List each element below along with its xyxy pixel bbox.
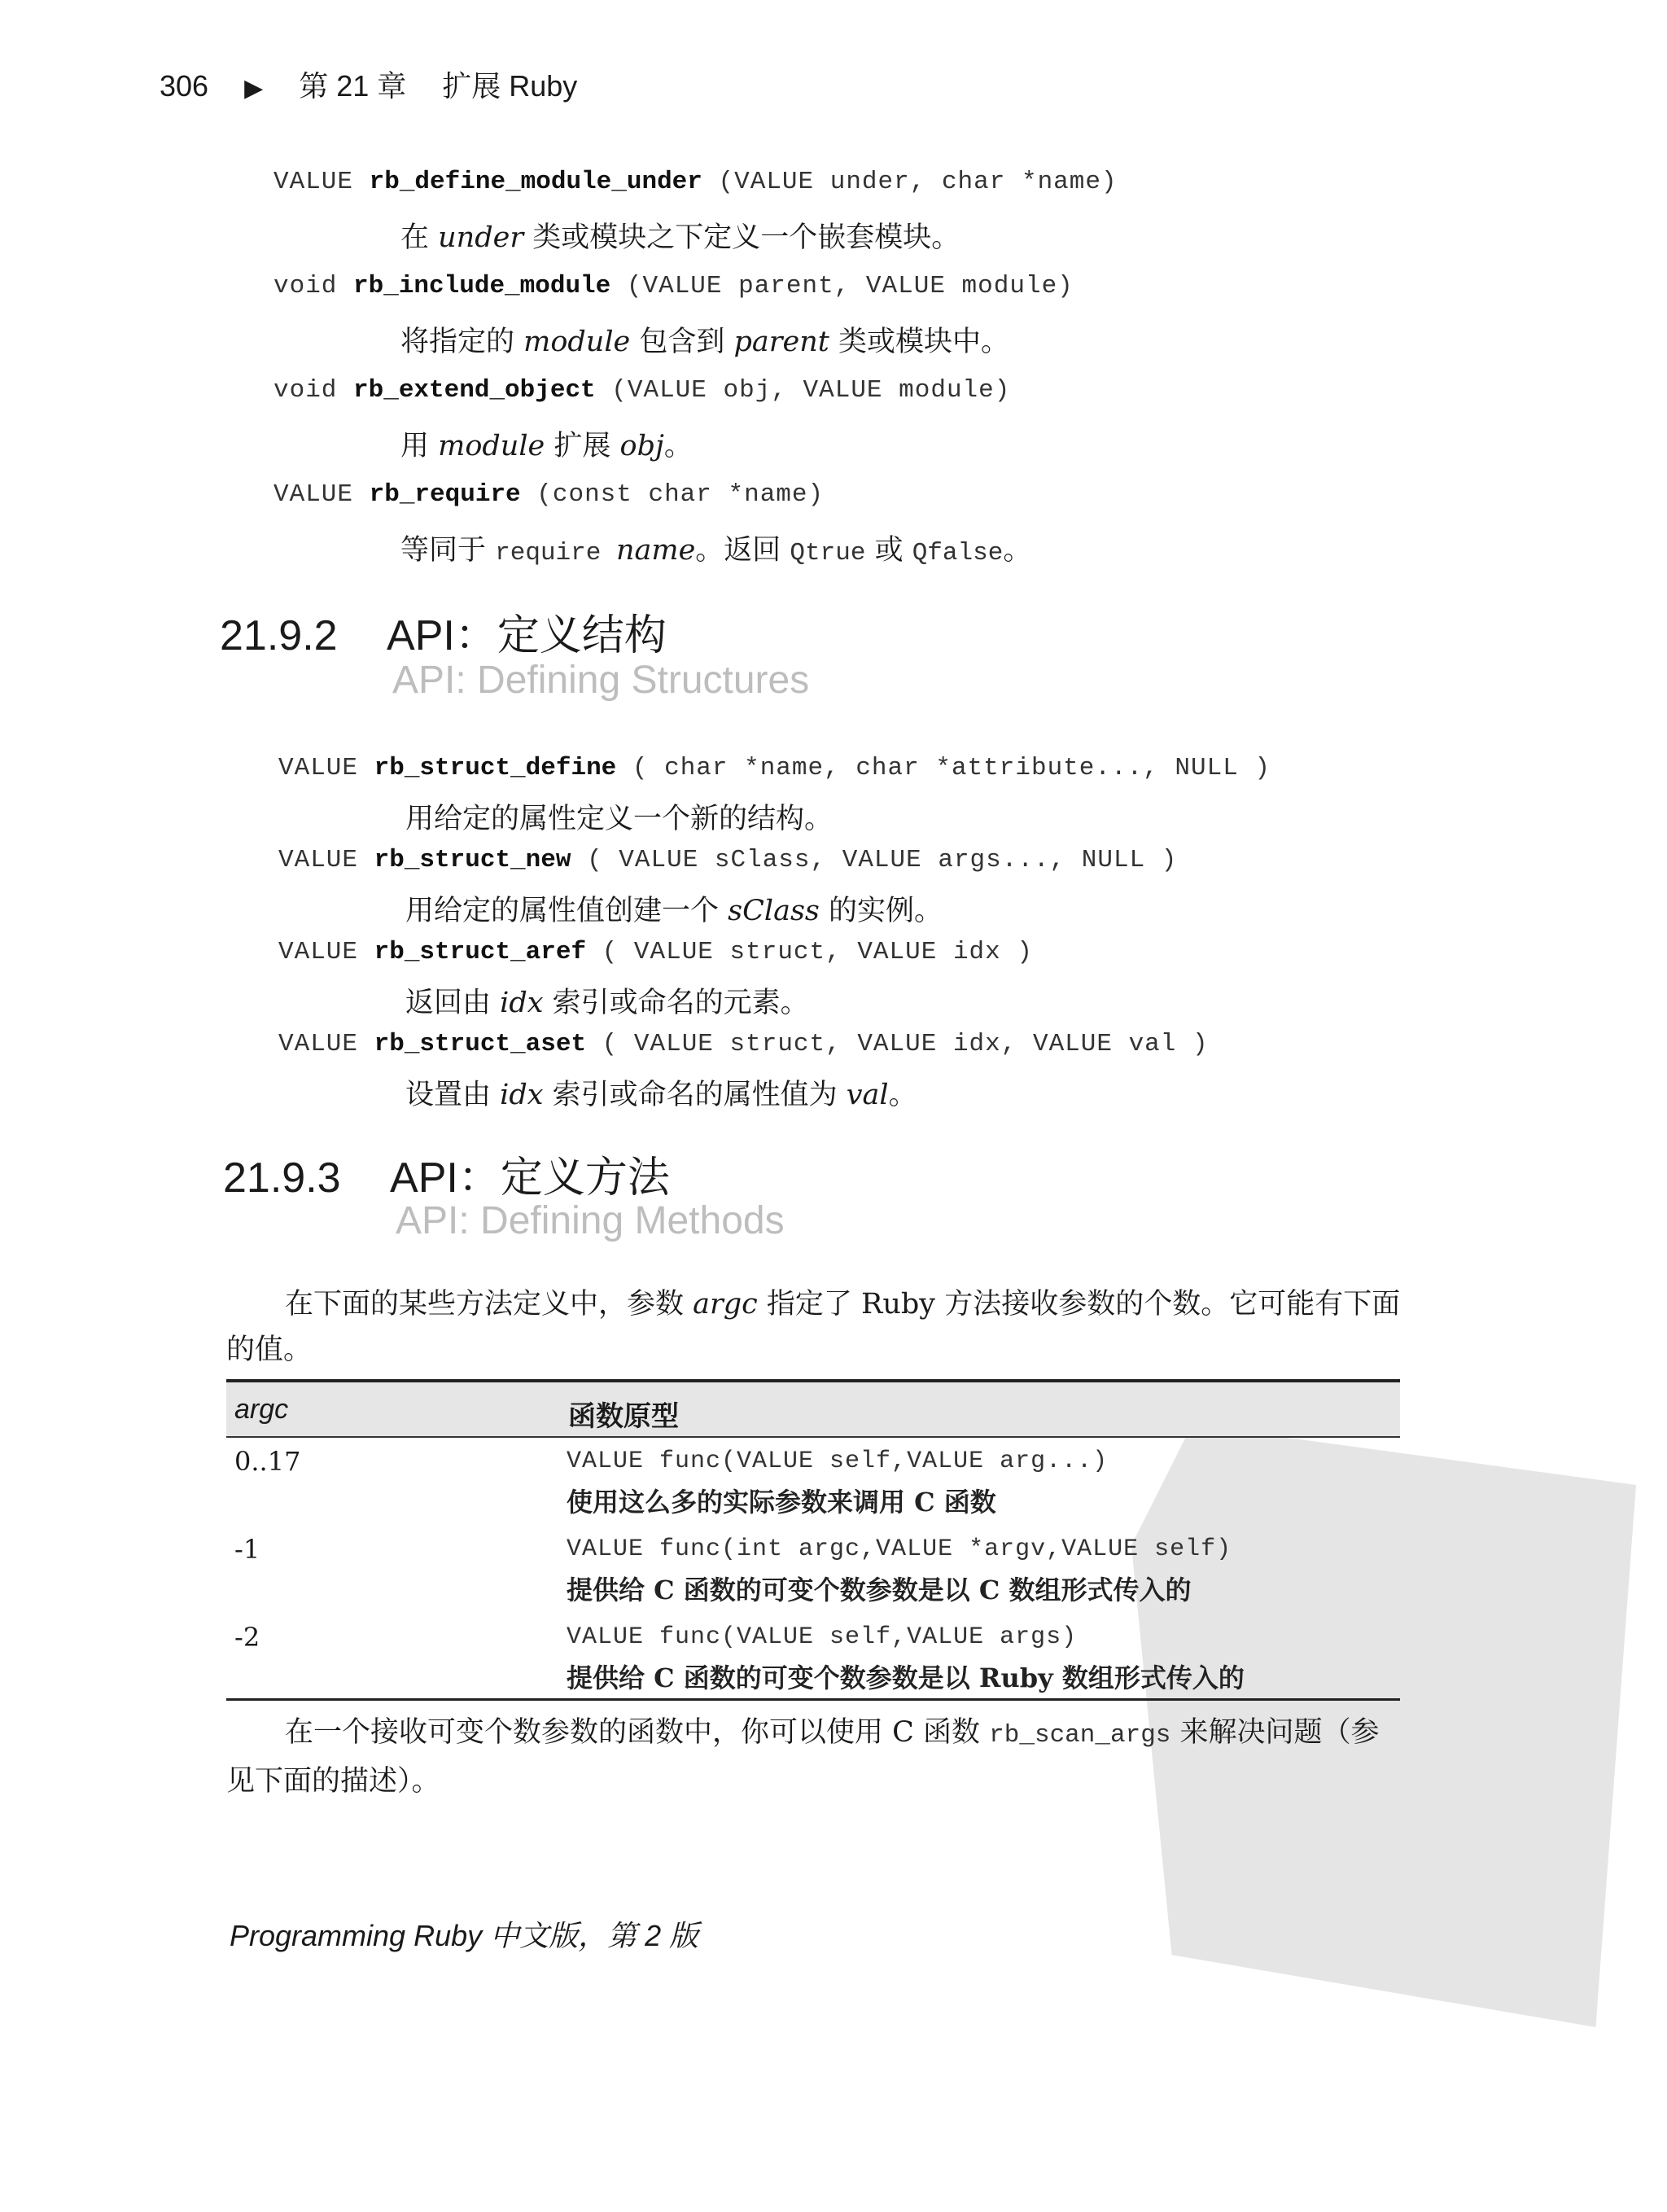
api-function-name: rb_struct_define bbox=[374, 754, 617, 782]
desc-text: 包含到 bbox=[630, 326, 734, 358]
api-return-type: VALUE bbox=[273, 168, 370, 196]
desc-text: 类或模块之下定义一个嵌套模块。 bbox=[523, 221, 960, 254]
cell-prototype: VALUE func(VALUE self,VALUE args) bbox=[567, 1623, 1078, 1651]
api-params: ( VALUE sClass, VALUE args..., NULL ) bbox=[571, 846, 1178, 874]
desc-text: 索引或命名的元素。 bbox=[543, 987, 809, 1019]
api-signature bbox=[273, 376, 1010, 405]
table-body bbox=[226, 1438, 1400, 1698]
api-return-type: VALUE bbox=[278, 938, 374, 966]
chapter-label: 第 21 章 bbox=[299, 69, 407, 103]
cell-note: 提供给 C 函数的可变个数参数是以 C 数组形式传入的 bbox=[567, 1575, 1192, 1605]
api-return-type: void bbox=[273, 376, 354, 405]
api-return-type: VALUE bbox=[278, 1030, 374, 1058]
desc-italic: under bbox=[438, 221, 524, 254]
desc-text: 将指定的 bbox=[400, 326, 524, 358]
api-description bbox=[400, 423, 693, 464]
desc-italic: name bbox=[615, 534, 696, 567]
table-row bbox=[226, 1438, 1400, 1526]
desc-code: require bbox=[495, 539, 616, 567]
desc-code: Qtrue bbox=[790, 539, 866, 567]
desc-italic: idx bbox=[500, 1079, 544, 1111]
api-return-type: VALUE bbox=[278, 846, 374, 874]
cell-prototype: VALUE func(int argc,VALUE *argv,VALUE self) bbox=[567, 1535, 1232, 1563]
api-description bbox=[400, 528, 1031, 568]
section-number: 21.9.2 bbox=[220, 612, 338, 659]
api-signature bbox=[278, 938, 1033, 966]
desc-text: 类或模块中。 bbox=[829, 326, 1009, 358]
api-description bbox=[405, 980, 809, 1021]
desc-italic: val bbox=[846, 1079, 889, 1111]
section-subtitle-en: API: Defining Structures bbox=[392, 659, 810, 702]
api-params: ( char *name, char *attribute..., NULL ) bbox=[616, 754, 1271, 782]
cell-note: 提供给 C 函数的可变个数参数是以 Ruby 数组形式传入的 bbox=[567, 1662, 1245, 1693]
desc-text: 。 bbox=[663, 430, 693, 462]
api-function-name: rb_struct_new bbox=[374, 846, 571, 874]
desc-text: 。返回 bbox=[695, 534, 790, 567]
section-title: API：定义方法 bbox=[390, 1154, 670, 1202]
intro-argc: argc bbox=[693, 1288, 758, 1321]
header-marker-icon: ▶ bbox=[244, 75, 264, 102]
desc-code: Qfalse bbox=[912, 539, 1004, 567]
chapter-title: 扩展 Ruby bbox=[442, 69, 578, 103]
api-signature bbox=[278, 1030, 1209, 1058]
desc-text: 设置由 bbox=[405, 1079, 501, 1111]
api-signature bbox=[278, 754, 1271, 782]
api-signature bbox=[273, 168, 1118, 196]
api-function-name: rb_include_module bbox=[353, 272, 611, 300]
api-description bbox=[405, 888, 943, 929]
api-signature bbox=[273, 480, 824, 509]
desc-text: 索引或命名的属性值为 bbox=[543, 1079, 847, 1111]
cell-prototype: VALUE func(VALUE self,VALUE arg...) bbox=[567, 1448, 1109, 1475]
closing-paragraph bbox=[226, 1710, 1405, 1804]
desc-text: 扩展 bbox=[545, 430, 620, 462]
api-params: (VALUE parent, VALUE module) bbox=[610, 272, 1074, 300]
api-params: (VALUE obj, VALUE module) bbox=[595, 376, 1011, 405]
desc-text: 。 bbox=[1003, 534, 1032, 567]
section-heading-methods bbox=[223, 1143, 670, 1204]
api-signature bbox=[278, 846, 1177, 874]
desc-italic: obj bbox=[619, 430, 664, 462]
closing-text-2: 来解决问题（参见下面的描述）。 bbox=[226, 1716, 1380, 1798]
desc-italic: idx bbox=[500, 987, 544, 1019]
cell-note: 使用这么多的实际参数来调用 C 函数 bbox=[567, 1487, 996, 1518]
desc-text: 或 bbox=[865, 534, 912, 567]
table-header-row bbox=[226, 1382, 1400, 1438]
cell-argc: 0..17 bbox=[234, 1446, 301, 1477]
section-number: 21.9.3 bbox=[223, 1154, 341, 1202]
api-description bbox=[400, 215, 960, 256]
page-number: 306 bbox=[160, 69, 209, 103]
section-heading-structs bbox=[220, 601, 667, 662]
desc-text: 用给定的属性定义一个新的结构。 bbox=[405, 803, 834, 835]
api-params: (VALUE under, char *name) bbox=[702, 168, 1118, 196]
cell-argc: -2 bbox=[234, 1622, 260, 1653]
intro-paragraph bbox=[226, 1281, 1405, 1373]
running-header bbox=[160, 64, 577, 105]
section-title: API：定义结构 bbox=[387, 612, 667, 659]
table-header-prototype: 函数原型 bbox=[568, 1401, 679, 1432]
desc-italic: sClass bbox=[728, 895, 820, 927]
desc-italic: parent bbox=[733, 326, 829, 358]
api-signature bbox=[273, 272, 1074, 300]
api-function-name: rb_struct_aref bbox=[374, 938, 587, 966]
table-row bbox=[226, 1526, 1400, 1614]
table-row bbox=[226, 1614, 1400, 1698]
section-subtitle-en: API: Defining Methods bbox=[396, 1199, 785, 1242]
api-params: (const char *name) bbox=[520, 480, 825, 509]
api-return-type: VALUE bbox=[273, 480, 370, 509]
api-function-name: rb_extend_object bbox=[353, 376, 596, 405]
desc-italic: module bbox=[438, 430, 545, 462]
desc-text: 用给定的属性值创建一个 bbox=[405, 895, 728, 927]
api-function-name: rb_require bbox=[369, 480, 521, 509]
desc-text: 的实例。 bbox=[819, 895, 943, 927]
desc-text: 用 bbox=[400, 430, 439, 462]
api-function-name: rb_define_module_under bbox=[369, 168, 702, 196]
desc-italic: module bbox=[523, 326, 631, 358]
api-return-type: void bbox=[273, 272, 354, 300]
desc-text: 等同于 bbox=[400, 534, 496, 567]
api-params: ( VALUE struct, VALUE idx ) bbox=[586, 938, 1033, 966]
closing-text-1: 在一个接收可变个数参数的函数中，你可以使用 C 函数 bbox=[285, 1716, 990, 1749]
desc-text: 。 bbox=[888, 1079, 917, 1111]
intro-text-2: 指定了 Ruby 方法接收参数的个数。它可能有下面的值。 bbox=[226, 1288, 1401, 1366]
table-header-argc: argc bbox=[234, 1394, 289, 1425]
api-params: ( VALUE struct, VALUE idx, VALUE val ) bbox=[586, 1030, 1209, 1058]
api-function-name: rb_struct_aset bbox=[374, 1030, 587, 1058]
api-description bbox=[405, 796, 833, 837]
desc-text: 在 bbox=[400, 221, 439, 254]
api-description bbox=[405, 1072, 917, 1113]
intro-text-1: 在下面的某些方法定义中，参数 bbox=[285, 1288, 693, 1321]
cell-argc: -1 bbox=[234, 1534, 260, 1565]
argc-table-wrapper bbox=[226, 1379, 1400, 1701]
desc-text: 返回由 bbox=[405, 987, 501, 1019]
api-return-type: VALUE bbox=[278, 754, 374, 782]
closing-code: rb_scan_args bbox=[989, 1721, 1171, 1750]
api-description bbox=[400, 319, 1009, 360]
page-footer: Programming Ruby 中文版，第 2 版 bbox=[230, 1919, 699, 1952]
